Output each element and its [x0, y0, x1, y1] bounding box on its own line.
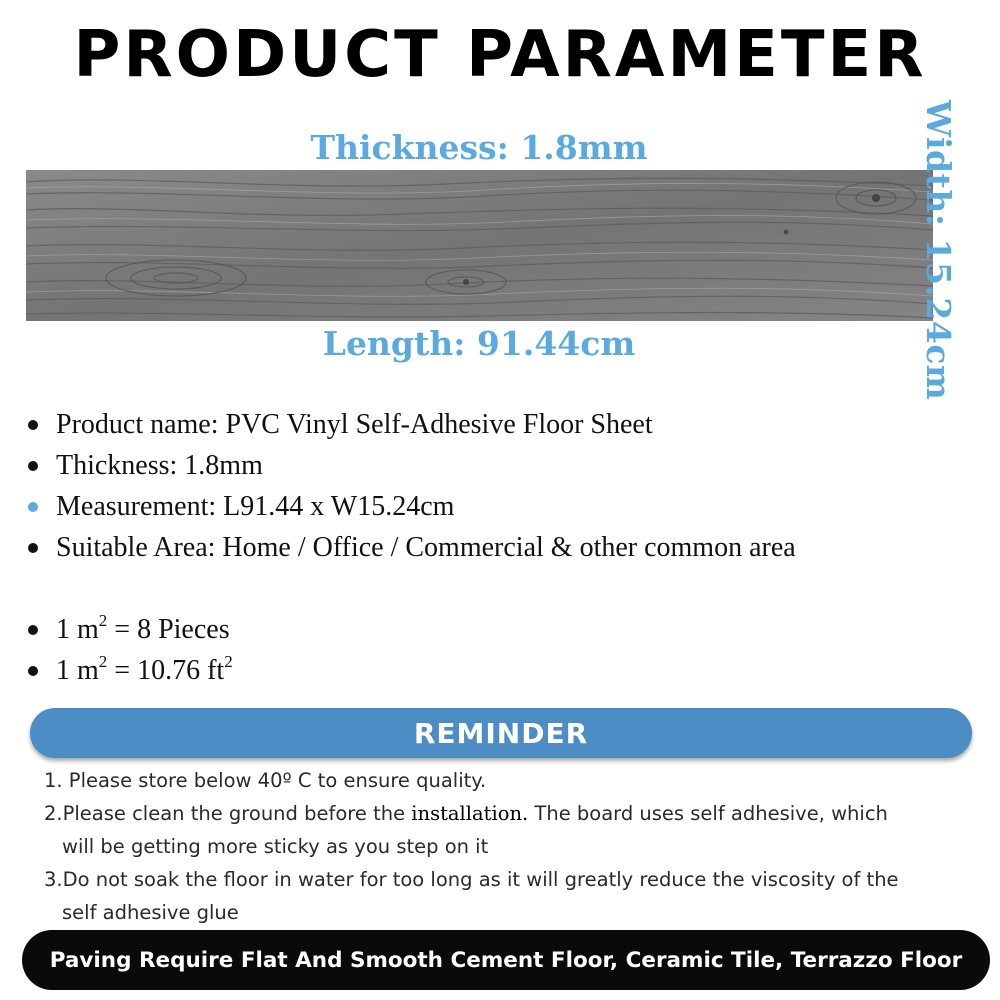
list-item — [28, 650, 978, 691]
bullet-icon — [28, 502, 38, 512]
wood-plank-image — [26, 170, 933, 321]
footer-text: Paving Require Flat And Smooth Cement Floor, Ceramic Tile, Terrazzo Floor — [49, 947, 963, 973]
reminder-rules — [44, 764, 984, 929]
page-title: PRODUCT PARAMETER — [73, 18, 927, 92]
length-label: Length: 91.44cm — [322, 324, 636, 363]
reminder-banner — [30, 708, 972, 758]
bullet-icon — [28, 461, 38, 471]
width-label: Width: 15.24cm — [919, 100, 958, 401]
rule-1: 1. Please store below 40º C to ensure quality. — [44, 769, 487, 792]
list-item — [28, 609, 978, 650]
thickness-label: Thickness: 1.8mm — [310, 128, 648, 167]
reminder-title: REMINDER — [413, 716, 589, 750]
rule-2-continued: will be getting more sticky as you step on it — [62, 835, 489, 858]
conversion-area: 1 $m^2 = 10.76$ $ft^2$ — [56, 651, 233, 686]
list-item — [28, 486, 978, 527]
wood-grain-texture — [26, 170, 933, 321]
spec-thickness: Thickness: 1.8mm — [56, 450, 263, 481]
spec-suitable-area: Suitable Area: Home / Office / Commercial & other common area — [56, 532, 796, 563]
footer-banner — [22, 930, 990, 990]
list-item — [28, 527, 978, 568]
bullet-icon — [28, 543, 38, 553]
spec-list — [28, 404, 978, 691]
rule-2: 2.Please clean the ground before the installation. The board uses self adhesive, which — [44, 802, 888, 825]
list-item — [28, 404, 978, 445]
spec-measurement: Measurement: L91.44 x W15.24cm — [56, 491, 455, 522]
list-item — [28, 445, 978, 486]
bullet-icon — [28, 625, 38, 635]
rule-3: 3.Do not soak the floor in water for too long as it will greatly reduce the viscosity of the — [44, 868, 899, 891]
rule-3-continued: self adhesive glue — [62, 901, 239, 924]
bullet-icon — [28, 666, 38, 676]
bullet-icon — [28, 420, 38, 430]
conversion-pieces: 1 $m^2 = 8$ Pieces — [56, 610, 230, 645]
spec-product-name: Product name: PVC Vinyl Self-Adhesive Floor Sheet — [56, 409, 653, 440]
